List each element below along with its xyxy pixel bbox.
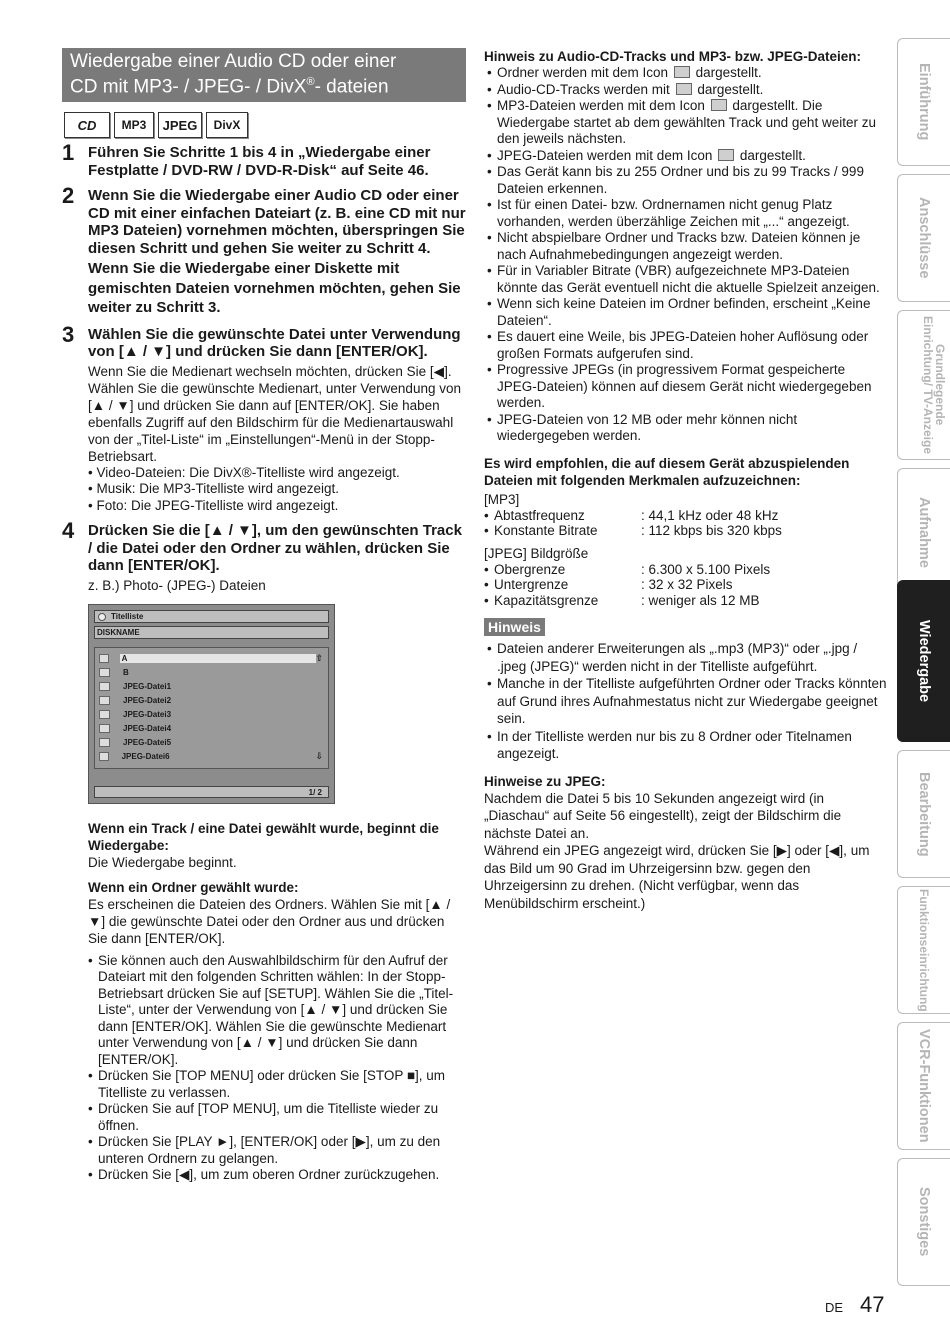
left-column [62, 48, 466, 1184]
screen-file-list [94, 647, 329, 769]
jpeg-file-icon [99, 752, 109, 761]
hinweis-list: • Dateien anderer Erweiterungen als „.mp3 (MP3)“ oder „.jpg / .jpeg (JPEG)“ werden nicht in der Titelliste aufgeführt. • Manche in der Titelliste aufgeführten Ordner oder Tracks könnten auf Grund ihres Aufnahmestatus nicht zur Wiedergabe geeignet sein. • In der Titelliste werden nur bis zu 8 Ordner oder Titelnamen angezeigt. [484, 640, 888, 763]
recommendation-heading: Es wird empfohlen, die auf diesem Gerät abzuspielenden Dateien mit folgenden Merkmalen aufzuzeichnen: [484, 455, 850, 488]
section-title: Wiedergabe einer Audio CD oder einer CD mit MP3- / JPEG- / DivX®- dateien [62, 48, 466, 102]
tab-funktionseinrichtung[interactable]: Funktionseinrichtung [897, 886, 950, 1014]
cd-mp3-jpeg-hint-heading: Hinweis zu Audio-CD-Tracks und MP3- bzw. JPEG-Dateien: [484, 49, 862, 64]
scroll-down-icon: ⇩ [315, 751, 324, 762]
format-icons [64, 112, 466, 138]
cd-format-icon: CD [64, 112, 110, 138]
divx-format-icon: DivX [206, 112, 248, 138]
tab-einfuehrung[interactable]: Einführung [897, 38, 950, 166]
page-indicator: 1/ 2 [94, 786, 329, 798]
tab-vcr-funktionen[interactable]: VCR-Funktionen [897, 1022, 950, 1150]
jpeg-hint-p1: Nachdem die Datei 5 bis 10 Sekunden angezeigt wird (in „Diaschau“ auf Seite 56 eingestellt), zeigt der Bildschirm die nächste Datei an. [484, 790, 842, 841]
jpeg-file-icon [99, 710, 110, 719]
list-item[interactable]: B [99, 666, 324, 680]
tab-anschluesse[interactable]: Anschlüsse [897, 174, 950, 302]
scroll-up-icon: ⇧ [315, 653, 324, 664]
step-4: 4 Drücken Sie die [▲ / ▼], um den gewünschten Track / die Datei oder den Ordner zu wählen, drücken Sie dann [ENTER/OK]. z. B.) Photo- (JPEG-) Dateien [62, 518, 462, 593]
tab-sonstiges[interactable]: Sonstiges [897, 1158, 950, 1286]
additional-tips-list: • Sie können auch den Auswahlbildschirm für den Aufruf der Dateiart mit den folgenden Schritten wählen: In der Stopp-Betriebsart drücken Sie auf [SETUP]. Wählen Sie die „Titel-Liste“, unter der Verwendung von [▲ / ▼] und drücken Sie dann [ENTER/OK]. Wählen Sie die gewünschte Medienart unter Verwendung von [▲ / ▼] und drücken Sie dann [ENTER/OK]. • Drücken Sie [TOP MENU] oder drücken Sie [STOP ■], um Titelliste zu verlassen. • Drücken Sie auf [TOP MENU], um die Titelliste wieder zu öffnen. • Drücken Sie [PLAY ►], [ENTER/OK] oder [▶], um zu den unteren Ordnern zu gelangen. • Drücken Sie [◀], um zum oberen Ordner zurückzugehen. [88, 953, 466, 1184]
screen-title-bar: Titelliste [94, 610, 329, 623]
list-item[interactable]: JPEG-Datei5 [99, 736, 324, 750]
step-3: 3 Wählen Sie die gewünschte Datei unter Verwendung von [▲ / ▼] und drücken Sie dann [ENTER/OK]. Wenn Sie die Medienart wechseln möchten, drücken Sie [◀]. Wählen Sie die gewünschte Medienart, unter Verwendung von [▲ / ▼] und drücken Sie dann auf [ENTER/OK]. Sie haben ebenfalls Zugriff auf den Bildschirm für die Medienartauswahl von der „Titel-Liste“ im „Einstellungen“-Menü in der Stopp-Betriebsart. • Video-Dateien: Die DivX®-Titelliste wird angezeigt. • Musik: Die MP3-Titelliste wird angezeigt. • Foto: Die JPEG-Titelliste wird angezeigt. [62, 326, 466, 515]
step-2: 2 Wenn Sie die Wiedergabe einer Audio CD oder einer CD mit einer einfachen Dateiart (z. B. eine CD mit nur MP3 Dateien) vornehmen möchten, überspringen Sie diesen Schritt und gehen Sie weiter zu Schritt 4. Wenn Sie die Wiedergabe einer Diskette mit gemischten Dateien vornehmen möchten, gehen Sie weiter zu Schritt 3. [62, 183, 466, 317]
disc-icon [98, 613, 106, 621]
list-item[interactable]: JPEG-Datei2 [99, 694, 324, 708]
step-1: 1 Führen Sie Schritte 1 bis 4 in „Wiedergabe einer Festplatte / DVD-RW / DVD-R-Disk“ auf Seite 46. [62, 140, 431, 179]
mp3-format-icon: MP3 [114, 112, 154, 138]
media-type-list: • Video-Dateien: Die DivX®-Titelliste wird angezeigt. • Musik: Die MP3-Titelliste wird angezeigt. • Foto: Die JPEG-Titelliste wird angezeigt. [88, 464, 400, 513]
tab-bearbeitung[interactable]: Bearbeitung [897, 750, 950, 878]
list-item[interactable]: JPEG-Datei6 ⇩ [99, 750, 324, 764]
after-screen-notes: Wenn ein Track / eine Datei gewählt wurde, beginnt die Wiedergabe: Die Wiedergabe beginnt. Wenn ein Ordner gewählt wurde: Es erscheinen die Dateien des Ordners. Wählen Sie mit [▲ / ▼] die gewünschte Datei oder den Ordner aus und drücken Sie dann [ENTER/OK]. • Sie können auch den Auswahlbildschirm für den Aufruf der Dateiart mit den folgenden Schritten wählen: In der Stopp-Betriebsart drücken Sie auf [SETUP]. Wählen Sie die „Titel-Liste“, unter der Verwendung von [▲ / ▼] und drücken Sie dann [ENTER/OK]. Wählen Sie die gewünschte Medienart unter Verwendung von [▲ / ▼] und drücken Sie dann [ENTER/OK]. • Drücken Sie [TOP MENU] oder drücken Sie [STOP ■], um Titelliste zu verlassen. • Drücken Sie auf [TOP MENU], um die Titelliste wieder zu öffnen. • Drücken Sie [PLAY ►], [ENTER/OK] oder [▶], um zu den unteren Ordnern zu gelangen. • Drücken Sie [◀], um zum oberen Ordner zurückzugehen. [62, 820, 466, 1184]
page-number: 47 [860, 1292, 885, 1317]
jpeg-spec-table: [JPEG] Bildgröße • Obergrenze : 6.300 x 5.100 Pixels • Untergrenze : 32 x 32 Pixels • Kapazitätsgrenze : weniger als 12 MB [484, 545, 888, 609]
jpeg-hint-p2: Während ein JPEG angezeigt wird, drücken Sie [▶] oder [◀], um das Bild um 90 Grad im Uhrzeigersinn bzw. gegen den Uhrzeigersinn zu drehen. (Nicht verfügbar, wenn das Menübildschirm erscheint.) [484, 843, 870, 911]
jpeg-file-icon [99, 738, 110, 747]
folder-icon [674, 66, 690, 78]
jpeg-file-icon [99, 724, 110, 733]
title-list-screen [88, 604, 335, 804]
list-item[interactable]: A ⇧ [99, 652, 324, 666]
cd-track-icon [676, 83, 692, 95]
list-item[interactable]: JPEG-Datei3 [99, 708, 324, 722]
jpeg-file-icon [718, 149, 734, 161]
language-code: DE [825, 1300, 844, 1315]
jpeg-format-icon: JPEG [158, 112, 202, 138]
cd-mp3-jpeg-hint-list: • Ordner werden mit dem Icon dargestellt. • Audio-CD-Tracks werden mit dargestellt. • MP3-Dateien werden mit dem Icon dargestellt. Die Wiedergabe startet ab dem gewählten Track und geht weiter zu den jeweils nächsten. • JPEG-Dateien werden mit dem Icon dargestellt. • Das Gerät kann bis zu 255 Ordner und bis zu 99 Tracks / 999 Dateien erkennen. • Ist für einen Datei- bzw. Ordnernamen nicht genug Platz vorhanden, werden überzählige Zeichen mit „...“ angezeigt. • Nicht abspielbare Ordner und Tracks bzw. Dateien können je nach Aufnahmebedingungen angezeigt werden. • Für in Variabler Bitrate (VBR) aufgezeichnete MP3-Dateien könnte das Gerät eventuell nicht die aktuelle Spielzeit anzeigen. • Wenn sich keine Dateien im Ordner befinden, erscheint „Keine Dateien“. • Es dauert eine Weile, bis JPEG-Dateien hoher Auflösung oder großen Formats aufgerufen sind. • Progressive JPEGs (in progressivem Format gespeicherte JPEG-Dateien) können auf diesem Gerät nicht wiedergegeben werden. • JPEG-Dateien von 12 MB oder mehr können nicht wiedergegeben werden. [484, 65, 888, 445]
list-item[interactable]: JPEG-Datei1 [99, 680, 324, 694]
jpeg-file-icon [99, 696, 110, 705]
jpeg-file-icon [99, 682, 110, 691]
mp3-file-icon [711, 99, 727, 111]
right-column [484, 48, 888, 912]
tab-wiedergabe[interactable]: Wiedergabe [897, 580, 950, 742]
folder-icon [99, 668, 110, 677]
screen-disk-name: DISKNAME [94, 626, 329, 639]
mp3-spec-table: [MP3] • Abtastfrequenz : 44,1 kHz oder 48 kHz • Konstante Bitrate : 112 kbps bis 320 kbps [484, 491, 888, 539]
folder-icon [99, 654, 109, 663]
tab-grundlegende-einrichtung[interactable]: Grundlegende Einrichtung/ TV-Anzeige [897, 310, 950, 460]
tab-aufnahme[interactable]: Aufnahme [897, 468, 950, 596]
jpeg-hint-heading: Hinweise zu JPEG: [484, 773, 606, 789]
hinweis-badge: Hinweis [484, 618, 545, 636]
list-item[interactable]: JPEG-Datei4 [99, 722, 324, 736]
